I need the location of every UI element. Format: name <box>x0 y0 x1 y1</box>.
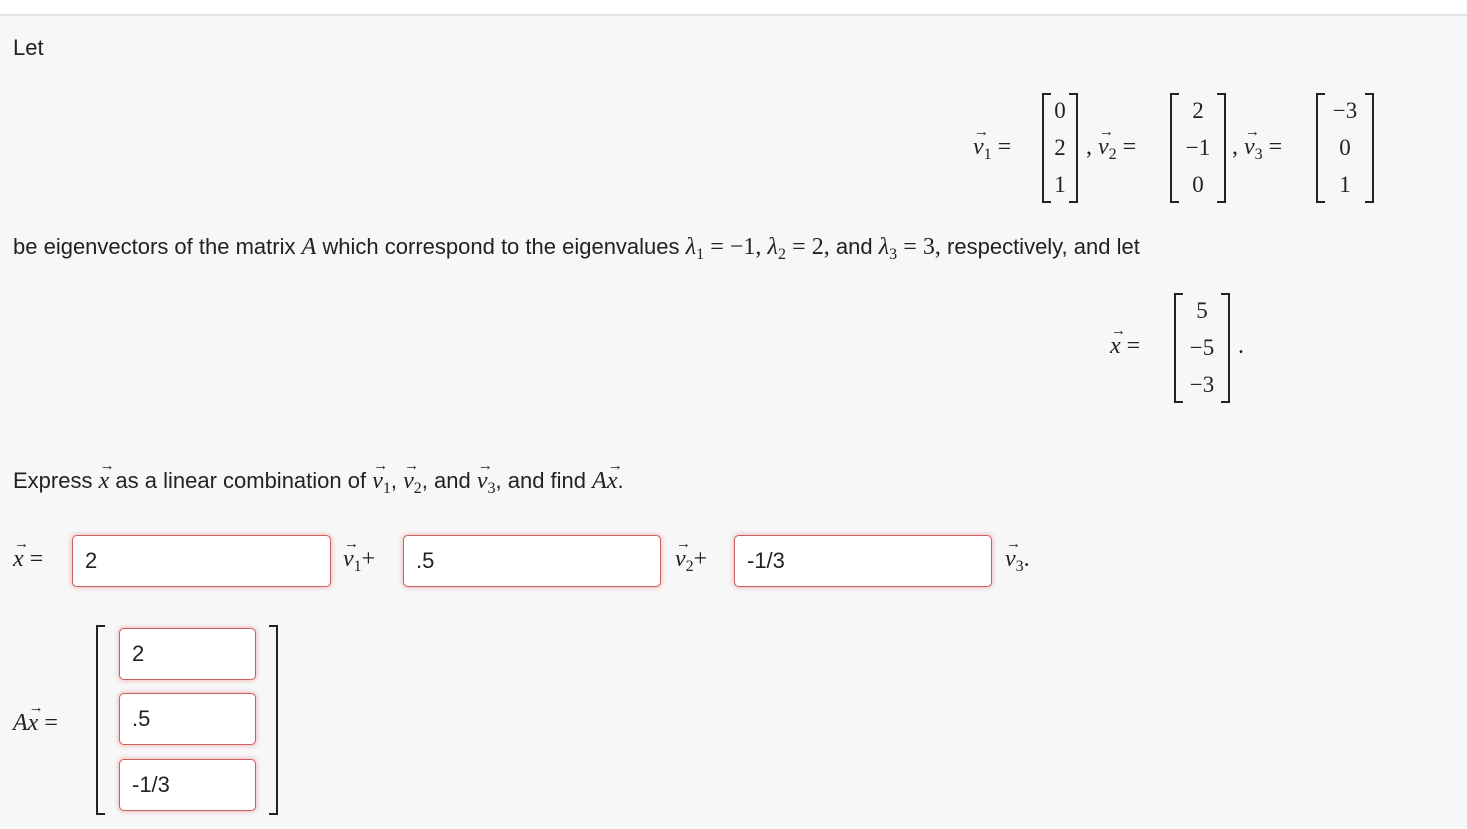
x-equals-label: x → = <box>13 536 44 572</box>
x-matrix <box>1174 293 1230 403</box>
v1-label: v → $_1$ = <box>973 124 1012 163</box>
let-label: Let <box>13 35 44 60</box>
ax-label: Ax → = <box>13 700 58 736</box>
x-entry: −3 <box>1189 371 1215 397</box>
x-entry: 5 <box>1196 298 1208 324</box>
v3-entry: −3 <box>1332 98 1358 124</box>
v2-entry: −1 <box>1185 134 1211 160</box>
v2-entry: 0 <box>1192 171 1204 197</box>
v1-matrix <box>1042 93 1078 203</box>
v3-entry: 0 <box>1339 134 1351 160</box>
v3-matrix <box>1316 93 1374 203</box>
ax-entry-3-input[interactable]: -1/3 <box>119 759 256 811</box>
v1-term: v → $_1$+ <box>343 536 376 575</box>
coef2-input[interactable]: .5 <box>403 535 661 587</box>
v2-matrix <box>1170 93 1226 203</box>
x-label: x → = <box>1110 323 1141 359</box>
v3-entry: 1 <box>1339 171 1351 197</box>
v2-term: v → $_2$+ <box>675 536 708 575</box>
period: . <box>1238 333 1244 359</box>
v2-label: , v → $_2$ = <box>1086 124 1137 163</box>
ax-entry-2-input[interactable]: .5 <box>119 693 256 745</box>
v2-entry: 2 <box>1192 98 1204 124</box>
eigen-sentence: be eigenvectors of the matrix A which correspond to the eigenvalues $\lambda_1 = -1$, $\lambda_2 = 2$, and $\lambda_3 = 3$, respectively, and let <box>13 234 1140 263</box>
v3-label: , v → $_3$ = <box>1232 124 1283 163</box>
task-sentence: Express x → as a linear combination of v → $_1$, v → $_2$, and v → $_3$, and find Ax → . <box>13 458 624 497</box>
ax-entry-1-input[interactable]: 2 <box>119 628 256 680</box>
top-bar <box>0 0 1467 16</box>
v3-term: v → $_3$. <box>1005 536 1030 575</box>
v1-entry: 0 <box>1054 98 1066 124</box>
coef1-input[interactable]: 2 <box>72 535 331 587</box>
v1-entry: 1 <box>1054 171 1066 197</box>
coef3-input[interactable]: -1/3 <box>734 535 992 587</box>
x-entry: −5 <box>1189 334 1215 360</box>
v1-entry: 2 <box>1054 134 1066 160</box>
